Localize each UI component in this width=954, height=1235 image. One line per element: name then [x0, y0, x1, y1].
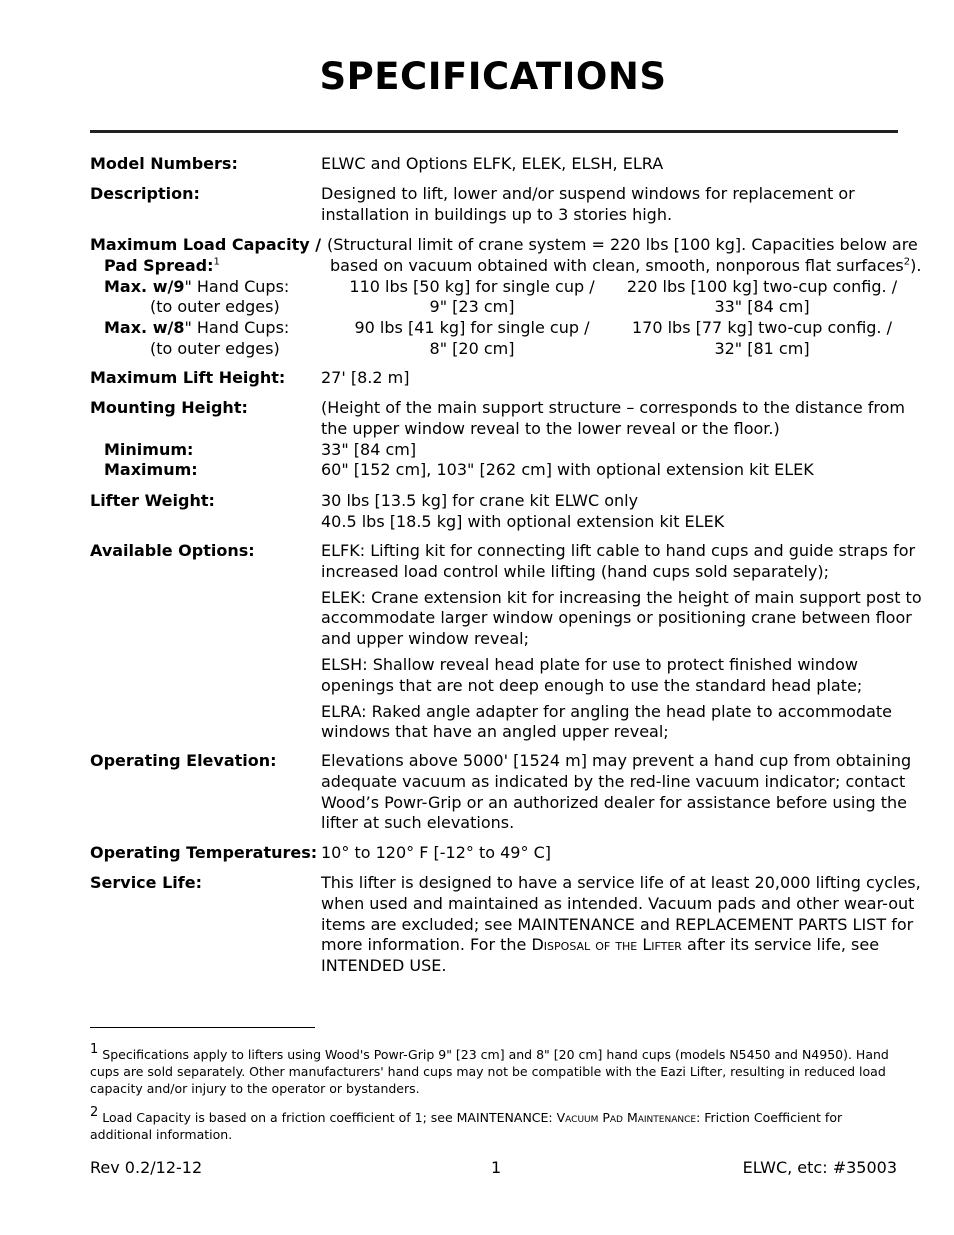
spec-label: Model Numbers:: [90, 154, 238, 173]
text-line: items are excluded; see MAINTENANCE and REPLACEMENT PARTS LIST for: [321, 914, 914, 934]
spec-label: [90, 235, 322, 360]
text-line: when used and maintained as intended. Vacuum pads and other wear-out: [321, 893, 915, 913]
spec-value: 10° to 120° F [-12° to 49° C]: [321, 843, 551, 862]
single-cup-capacity: [327, 318, 617, 360]
text-part: Specifications apply to lifters using Wood's Powr-Grip 9" [23 cm] and 8" [20 cm] hand cups (models N5450 and N4950). Hand: [102, 1047, 889, 1062]
text-part: Vacuum Pad Maintenance: [556, 1110, 697, 1125]
footnote-1: [90, 1041, 900, 1097]
two-cup-capacity: [617, 318, 907, 360]
label-line: [90, 318, 318, 339]
text-line: 30 lbs [13.5 kg] for crane kit ELWC only: [321, 491, 639, 510]
spec-value: [327, 235, 922, 360]
footnote-2: [90, 1104, 900, 1143]
single-cup-capacity: [327, 277, 617, 319]
footer-revision: Rev 0.2/12-12: [90, 1158, 203, 1177]
load-row-9in: [327, 277, 907, 319]
text-line: capacity and/or injury to the operator or bystanders.: [90, 1081, 420, 1096]
text-line: Designed to lift, lower and/or suspend windows for replacement or: [321, 184, 855, 203]
footnote-mark: 1: [90, 1042, 99, 1057]
spec-label: Service Life:: [90, 873, 202, 892]
text-line: additional information.: [90, 1127, 233, 1142]
max-value: 60" [152 cm], 103" [262 cm] with optional extension kit ELEK: [321, 460, 814, 480]
load-row-8in: [327, 318, 907, 360]
text-part: after its service life, see: [681, 935, 880, 955]
footnote-divider: [90, 1027, 315, 1028]
label-part: " Hand Cups:: [184, 318, 290, 338]
text-part: based on vacuum obtained with clean, smooth, nonporous flat surfaces: [330, 255, 904, 275]
text-line: increased load control while lifting (hand cups sold separately);: [321, 561, 829, 581]
spec-value: ELWC and Options ELFK, ELEK, ELSH, ELRA: [321, 154, 664, 173]
footnote-ref: 1: [213, 256, 220, 268]
spec-label: Available Options:: [90, 541, 255, 560]
spec-value: [321, 751, 912, 834]
spec-label: [90, 398, 318, 481]
label-part: " Hand Cups:: [184, 276, 290, 296]
text-line: [90, 1041, 900, 1063]
label-line: [90, 277, 318, 298]
text-line: ELRA: Raked angle adapter for angling the head plate to accommodate: [321, 701, 892, 721]
text-part: : Friction Coefficient for: [696, 1110, 843, 1125]
spec-label: Maximum Lift Height:: [90, 368, 286, 387]
two-cup-capacity: [617, 277, 907, 319]
pad-spread-label: Pad Spread:: [104, 255, 214, 275]
text-part: ).: [910, 255, 922, 275]
text-line: openings that are not deep enough to use the standard head plate;: [321, 675, 863, 695]
text-line: installation in buildings up to 3 stories high.: [321, 204, 673, 224]
spec-value: [321, 398, 905, 481]
page-title: SPECIFICATIONS: [319, 55, 667, 98]
min-label: Minimum:: [104, 439, 194, 459]
text-line: adequate vacuum as indicated by the red-line vacuum indicator; contact: [321, 771, 906, 791]
spec-value: [321, 491, 901, 533]
label-part: Max. w/9: [104, 276, 185, 296]
text-line: 33" [84 cm]: [714, 297, 810, 317]
option-elsh: [321, 655, 901, 697]
text-part: more information. For the: [321, 935, 532, 955]
spec-value: [321, 184, 901, 226]
min-value: 33" [84 cm]: [321, 439, 417, 459]
text-line: INTENDED USE.: [321, 956, 447, 976]
label-line: [90, 256, 318, 277]
text-line: Wood’s Powr-Grip or an authorized dealer for assistance before using the: [321, 792, 907, 812]
option-elek: [321, 587, 922, 650]
spec-value: 27' [8.2 m]: [321, 368, 410, 387]
text-line: 32" [81 cm]: [714, 338, 810, 358]
text-line: [327, 255, 922, 277]
label-line: Maximum Load Capacity /: [90, 235, 322, 254]
text-line: (Structural limit of crane system = 220 lbs [100 kg]. Capacities below are: [327, 235, 918, 254]
text-line: the upper window reveal to the lower reveal or the floor.): [321, 418, 780, 438]
spec-label: Description:: [90, 184, 200, 203]
text-line: (Height of the main support structure – corresponds to the distance from: [321, 398, 905, 417]
spec-label: Operating Temperatures:: [90, 843, 318, 862]
option-elfk: [321, 541, 916, 583]
footer-document-id: ELWC, etc: #35003: [742, 1158, 897, 1177]
text-line: This lifter is designed to have a service life of at least 20,000 lifting cycles,: [321, 873, 921, 892]
text-line: 170 lbs [77 kg] two-cup config. /: [631, 318, 892, 338]
text-line: windows that have an angled upper reveal;: [321, 722, 669, 742]
max-label: Maximum:: [104, 460, 198, 480]
text-line: 8" [20 cm]: [429, 338, 515, 358]
text-line: [90, 1104, 900, 1126]
text-line: ELSH: Shallow reveal head plate for use to protect finished window: [321, 654, 859, 674]
footer-page-number: 1: [491, 1158, 502, 1177]
text-line: accommodate larger window openings or positioning crane between floor: [321, 608, 912, 628]
spec-label: Lifter Weight:: [90, 491, 215, 510]
text-line: and upper window reveal;: [321, 629, 529, 649]
text-line: 110 lbs [50 kg] for single cup /: [349, 276, 595, 296]
text-line: [321, 935, 901, 956]
text-line: lifter at such elevations.: [321, 813, 515, 833]
text-part: Load Capacity is based on a friction coefficient of 1; see MAINTENANCE:: [102, 1110, 557, 1125]
spec-label: Operating Elevation:: [90, 751, 277, 770]
text-part: Disposal of the Lifter: [531, 935, 682, 955]
label-sub: (to outer edges): [150, 338, 280, 358]
footnote-ref: 2: [903, 256, 911, 268]
text-line: 220 lbs [100 kg] two-cup config. /: [626, 276, 898, 296]
text-line: 90 lbs [41 kg] for single cup /: [354, 318, 590, 338]
spec-value: [321, 873, 921, 977]
label-sub: (to outer edges): [150, 297, 280, 317]
spec-value: [321, 541, 922, 748]
text-line: 9" [23 cm]: [429, 297, 515, 317]
footnote-mark: 2: [90, 1105, 99, 1120]
option-elra: [321, 702, 901, 744]
text-line: Elevations above 5000' [1524 m] may prevent a hand cup from obtaining: [321, 751, 912, 770]
title-divider: [90, 130, 898, 133]
label-part: Max. w/8: [104, 318, 185, 338]
text-line: cups are sold separately. Other manufacturers' hand cups may not be compatible with the Eazi Lifter, resulting in reduced load: [90, 1064, 886, 1079]
label-line: Mounting Height:: [90, 398, 248, 417]
text-line: ELFK: Lifting kit for connecting lift cable to hand cups and guide straps for: [321, 541, 916, 560]
text-line: 40.5 lbs [18.5 kg] with optional extension kit ELEK: [321, 511, 725, 531]
text-line: ELEK: Crane extension kit for increasing the height of main support post to: [321, 587, 922, 607]
